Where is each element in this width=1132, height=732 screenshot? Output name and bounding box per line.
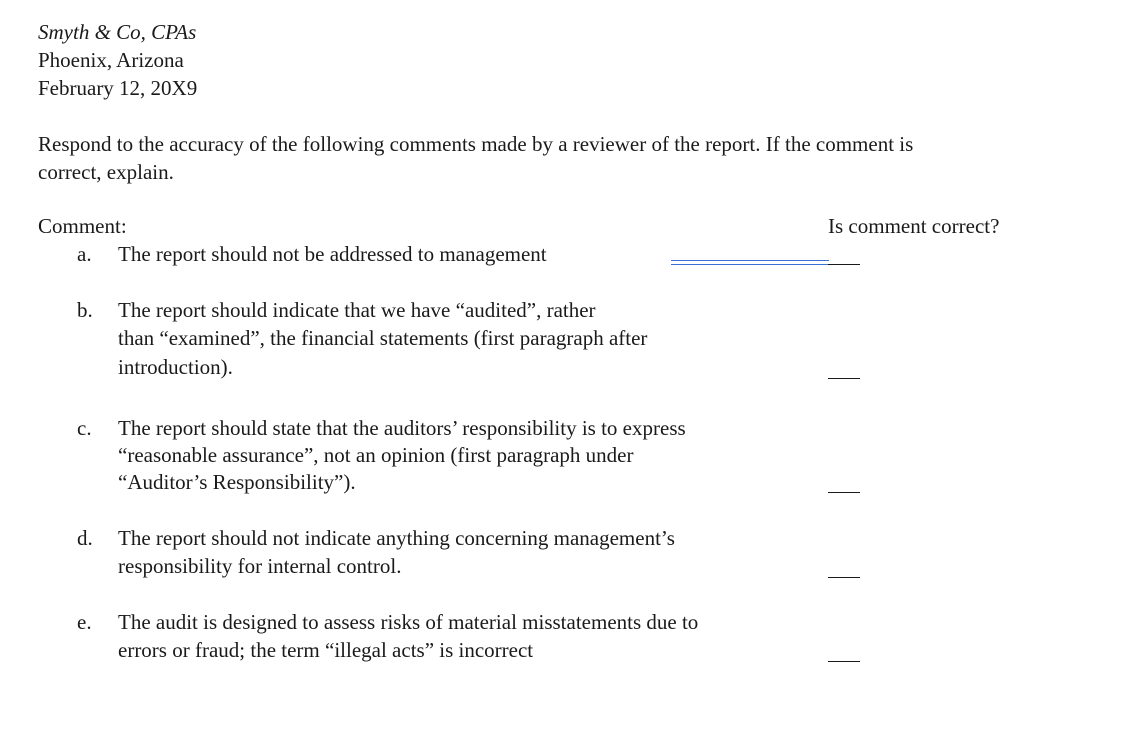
report-date: February 12, 20X9 (38, 76, 198, 100)
instructions-line-1: Respond to the accuracy of the following comments made by a reviewer of the report. If the comment is (38, 132, 914, 156)
answer-blank-b[interactable] (828, 378, 860, 379)
comment-text-line: responsibility for internal control. (118, 554, 402, 578)
comment-letter: b. (77, 298, 93, 322)
firm-location: Phoenix, Arizona (38, 48, 184, 72)
comment-letter: c. (77, 416, 92, 440)
answer-blank-d[interactable] (828, 577, 860, 578)
comment-text-line: errors or fraud; the term “illegal acts” is incorrect (118, 638, 534, 662)
comment-text-line: The report should state that the auditors’ responsibility is to express (118, 416, 686, 440)
selected-answer-underline (671, 260, 829, 265)
answer-blank-a[interactable] (828, 264, 860, 265)
comment-text-line: “Auditor’s Responsibility”). (118, 470, 356, 494)
firm-name: Smyth & Co, CPAs (38, 20, 197, 44)
instructions-line-2: correct, explain. (38, 160, 174, 184)
comment-text-line: The report should not be addressed to management (118, 242, 547, 266)
comment-text-line: “reasonable assurance”, not an opinion (first paragraph under (118, 443, 634, 467)
comment-text-line: The audit is designed to assess risks of material misstatements due to (118, 610, 699, 634)
comment-letter: d. (77, 526, 93, 550)
comment-text-line: The report should indicate that we have “audited”, rather (118, 298, 596, 322)
comment-text-line: The report should not indicate anything concerning management’s (118, 526, 675, 550)
answer-blank-e[interactable] (828, 661, 860, 662)
comment-letter: e. (77, 610, 92, 634)
answer-blank-c[interactable] (828, 492, 860, 493)
comment-text-line: introduction). (118, 355, 233, 379)
comment-column-header: Comment: (38, 214, 127, 238)
answer-column-header: Is comment correct? (828, 214, 1000, 238)
comment-text-line: than “examined”, the financial statements (first paragraph after (118, 326, 648, 350)
comment-letter: a. (77, 242, 92, 266)
